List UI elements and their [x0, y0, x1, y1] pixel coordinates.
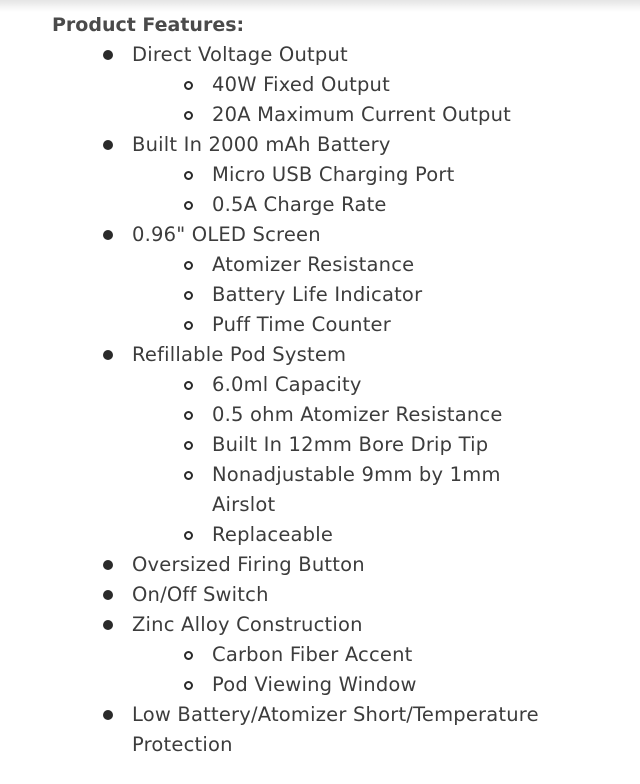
sub-feature-item [212, 280, 600, 310]
circle-bullet-icon [184, 441, 193, 450]
circle-bullet-icon [184, 381, 193, 390]
sub-feature-item [212, 100, 600, 130]
sub-feature-item [212, 370, 600, 400]
circle-bullet-icon [184, 651, 193, 660]
feature-item [0, 130, 640, 220]
feature-label: Oversized Firing Button [132, 553, 365, 576]
feature-item [0, 610, 640, 700]
circle-bullet-icon [184, 471, 193, 480]
sub-feature-label: Replaceable [212, 523, 334, 546]
circle-bullet-icon [184, 531, 193, 540]
feature-label: Built In 2000 mAh Battery [132, 133, 391, 156]
feature-label: 0.96" OLED Screen [132, 223, 321, 246]
sub-feature-label: Built In 12mm Bore Drip Tip [212, 433, 489, 456]
sub-feature-item [212, 310, 600, 340]
sub-feature-label: 40W Fixed Output [212, 73, 390, 96]
feature-label: On/Off Switch [132, 583, 269, 606]
circle-bullet-icon [184, 261, 193, 270]
sub-feature-item [212, 640, 600, 670]
feature-label: Direct Voltage Output [132, 43, 348, 66]
circle-bullet-icon [184, 111, 193, 120]
sub-feature-list [132, 70, 600, 130]
sub-feature-item [212, 70, 600, 100]
sub-feature-item [212, 190, 600, 220]
sub-feature-item [212, 250, 600, 280]
sub-feature-label: Pod Viewing Window [212, 673, 417, 696]
sub-feature-item [212, 430, 600, 460]
sub-feature-label: 6.0ml Capacity [212, 373, 362, 396]
sub-feature-label: Battery Life Indicator [212, 283, 423, 306]
sub-feature-label: 20A Maximum Current Output [212, 103, 512, 126]
circle-bullet-icon [184, 171, 193, 180]
section-heading: Product Features: [52, 14, 245, 36]
disc-bullet-icon [103, 560, 113, 570]
feature-label: Zinc Alloy Construction [132, 613, 363, 636]
circle-bullet-icon [184, 291, 193, 300]
disc-bullet-icon [103, 230, 113, 240]
feature-item [0, 580, 640, 610]
circle-bullet-icon [184, 201, 193, 210]
sub-feature-label: Micro USB Charging Port [212, 163, 455, 186]
sub-feature-item [212, 460, 542, 520]
feature-label: Refillable Pod System [132, 343, 347, 366]
sub-feature-label: 0.5A Charge Rate [212, 193, 387, 216]
feature-item [0, 40, 640, 130]
sub-feature-label: Atomizer Resistance [212, 253, 415, 276]
feature-item [0, 550, 640, 580]
disc-bullet-icon [103, 710, 113, 720]
disc-bullet-icon [103, 620, 113, 630]
sub-feature-label: Carbon Fiber Accent [212, 643, 413, 666]
sub-feature-item [212, 520, 600, 550]
feature-list [0, 40, 640, 760]
feature-item [0, 340, 640, 550]
sub-feature-label: Nonadjustable 9mm by 1mm Airslot [212, 463, 501, 516]
sub-feature-item [212, 670, 600, 700]
feature-label: Low Battery/Atomizer Short/Temperature Protection [132, 703, 539, 756]
circle-bullet-icon [184, 81, 193, 90]
sub-feature-list [132, 160, 600, 220]
circle-bullet-icon [184, 321, 193, 330]
disc-bullet-icon [103, 140, 113, 150]
disc-bullet-icon [103, 590, 113, 600]
circle-bullet-icon [184, 411, 193, 420]
sub-feature-label: 0.5 ohm Atomizer Resistance [212, 403, 503, 426]
feature-item [0, 220, 640, 340]
sub-feature-item [212, 400, 600, 430]
feature-item [0, 700, 640, 760]
sub-feature-list [132, 250, 600, 340]
disc-bullet-icon [103, 350, 113, 360]
sub-feature-list [132, 370, 600, 550]
circle-bullet-icon [184, 681, 193, 690]
sub-feature-label: Puff Time Counter [212, 313, 391, 336]
product-features-section [0, 10, 640, 760]
sub-feature-item [212, 160, 600, 190]
sub-feature-list [132, 640, 600, 700]
disc-bullet-icon [103, 50, 113, 60]
